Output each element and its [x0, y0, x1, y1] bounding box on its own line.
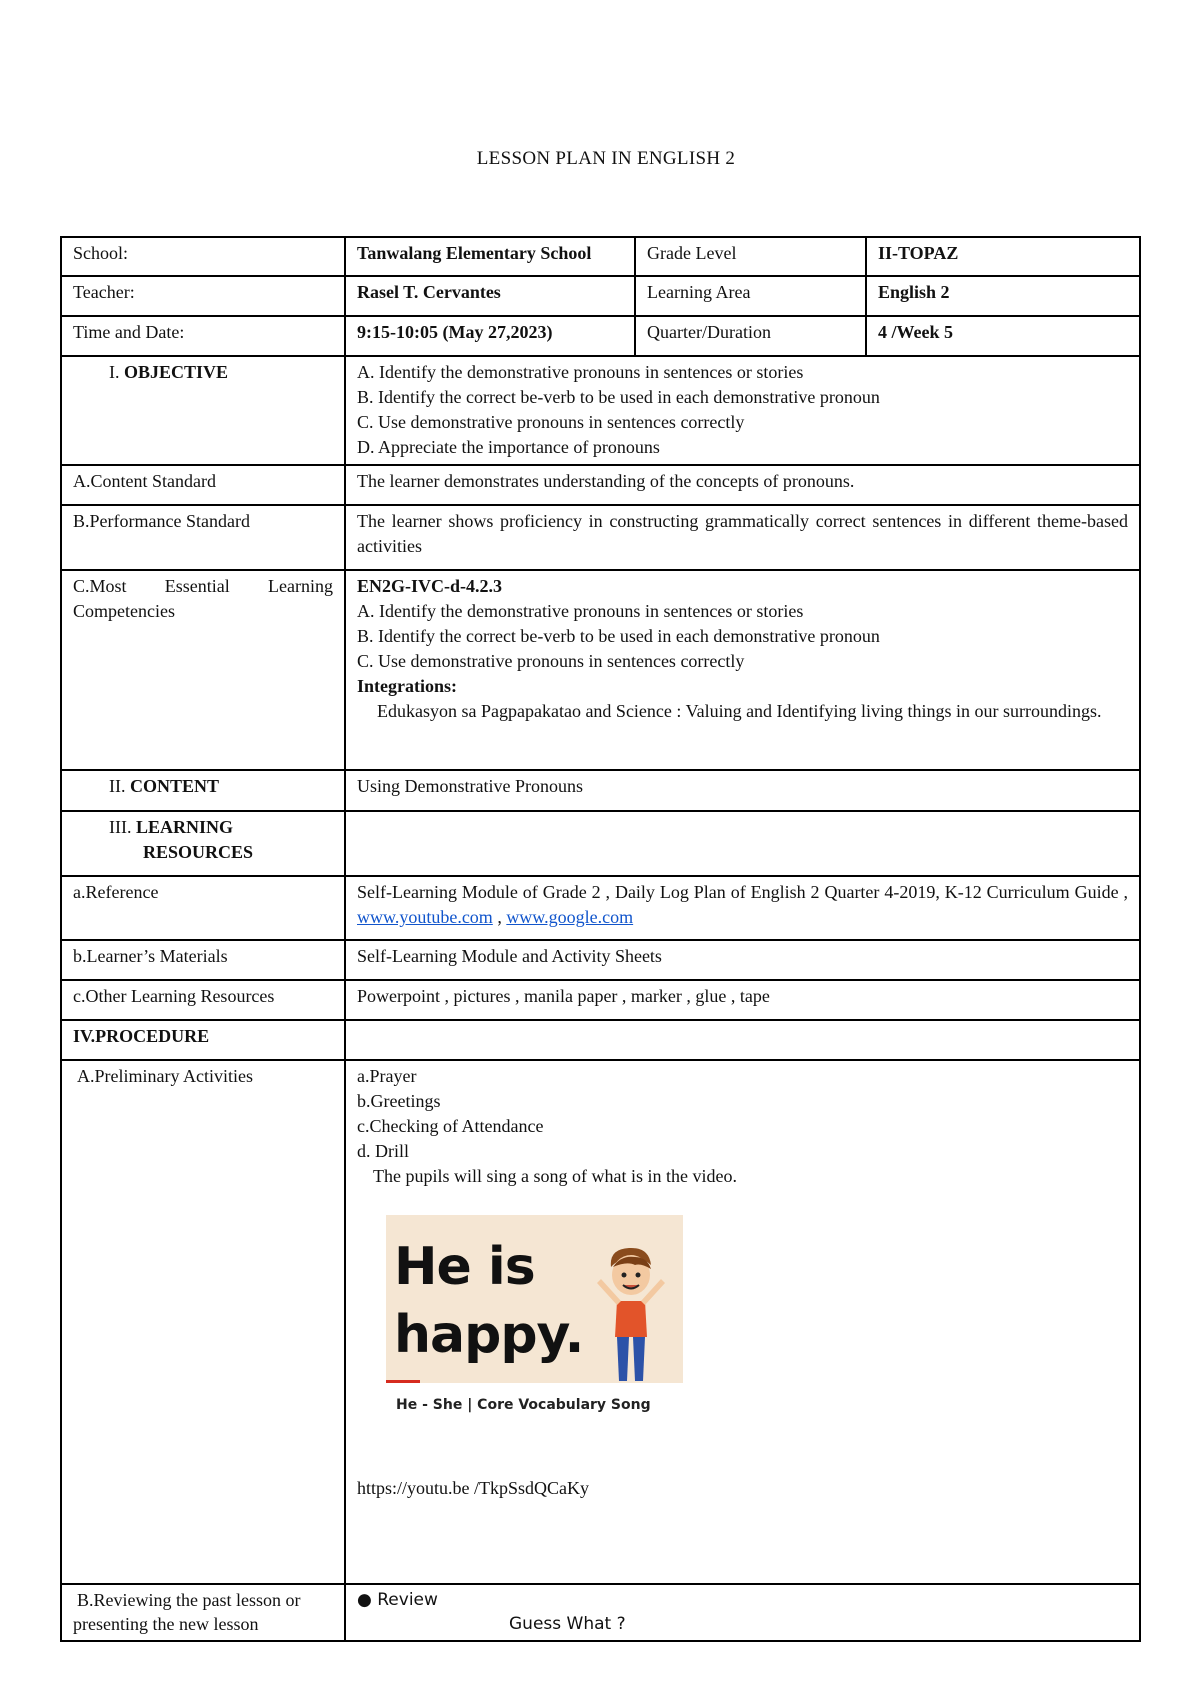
- procedure-row: [61, 1020, 1140, 1060]
- time-label: Time and Date:: [61, 316, 345, 356]
- teacher-label: Teacher:: [61, 276, 345, 316]
- page-title: LESSON PLAN IN ENGLISH 2: [476, 148, 736, 169]
- competencies-row: [61, 570, 1140, 770]
- content-label: CONTENT: [130, 776, 220, 796]
- school-row: [61, 237, 1140, 276]
- integrations-label: Integrations:: [357, 676, 457, 696]
- review-label: [61, 1584, 345, 1641]
- drill-text: The pupils will sing a song of what is in the video.: [373, 1166, 737, 1186]
- review-text: Review: [377, 1590, 438, 1610]
- learning-resources-empty: [345, 811, 1140, 876]
- thumbnail-line-2: happy.: [394, 1305, 584, 1365]
- grade-level-label: Grade Level: [635, 237, 866, 276]
- objective-prefix: I.: [109, 362, 120, 382]
- competencies-label: C.Most Essential Learning Competencies: [61, 570, 345, 770]
- objective-item: D. Appreciate the importance of pronouns: [357, 437, 660, 457]
- competency-item: A. Identify the demonstrative pronouns in sentences or stories: [357, 601, 804, 621]
- teacher-value: Rasel T. Cervantes: [345, 276, 635, 316]
- content-text: Using Demonstrative Pronouns: [345, 770, 1140, 811]
- review-line: [357, 1588, 1128, 1612]
- content-row: [61, 770, 1140, 811]
- objective-label: OBJECTIVE: [124, 362, 229, 382]
- video-url[interactable]: https://youtu.be /TkpSsdQCaKy: [357, 1478, 590, 1498]
- learning-resources-label-2: RESOURCES: [143, 842, 254, 862]
- cartoon-boy-illustration: [591, 1245, 671, 1383]
- procedure-empty: [345, 1020, 1140, 1060]
- learner-materials-row: [61, 940, 1140, 980]
- thumbnail-caption: He - She | Core Vocabulary Song: [396, 1397, 651, 1413]
- thumbnail-line-1: He is: [394, 1237, 535, 1297]
- content-standard-row: [61, 465, 1140, 505]
- objective-list: [345, 356, 1140, 465]
- review-label-text: B.Reviewing the past lesson or presenting the new lesson: [73, 1590, 301, 1634]
- teacher-row: [61, 276, 1140, 316]
- preliminary-item: d. Drill: [357, 1141, 409, 1161]
- content-heading: [61, 770, 345, 811]
- reference-label: a.Reference: [61, 876, 345, 940]
- reference-text: Self-Learning Module of Grade 2 , Daily Log Plan of English 2 Quarter 4-2019, K-12 Curriculum Guide ,: [357, 882, 1128, 902]
- reference-row: [61, 876, 1140, 940]
- grade-level-value: II-TOPAZ: [866, 237, 1140, 276]
- integrations-text: Edukasyon sa Pagpapakatao and Science : Valuing and Identifying living things in our surroundings.: [377, 701, 1102, 721]
- time-row: [61, 316, 1140, 356]
- guess-what-text: Guess What ?: [509, 1614, 626, 1634]
- competency-item: C. Use demonstrative pronouns in sentences correctly: [357, 651, 745, 671]
- learning-resources-label-1: LEARNING: [135, 817, 233, 837]
- review-cell: [345, 1584, 1140, 1641]
- learning-resources-row: [61, 811, 1140, 876]
- other-resources-row: [61, 980, 1140, 1020]
- lesson-plan-table: [60, 236, 1141, 1642]
- video-progress-bar: [386, 1380, 420, 1383]
- objective-item: A. Identify the demonstrative pronouns in sentences or stories: [357, 362, 804, 382]
- preliminary-item: b.Greetings: [357, 1091, 441, 1111]
- preliminary-label: [61, 1060, 345, 1584]
- learner-materials-text: Self-Learning Module and Activity Sheets: [345, 940, 1140, 980]
- performance-standard-row: [61, 505, 1140, 570]
- objective-item: C. Use demonstrative pronouns in sentences correctly: [357, 412, 745, 432]
- school-value: Tanwalang Elementary School: [345, 237, 635, 276]
- other-resources-text: Powerpoint , pictures , manila paper , marker , glue , tape: [345, 980, 1140, 1020]
- learning-area-value: English 2: [866, 276, 1140, 316]
- learning-area-label: Learning Area: [635, 276, 866, 316]
- reference-cell: [345, 876, 1140, 940]
- content-standard-label: A.Content Standard: [61, 465, 345, 505]
- time-value: 9:15-10:05 (May 27,2023): [345, 316, 635, 356]
- preliminary-item: a.Prayer: [357, 1066, 417, 1086]
- content-standard-text: The learner demonstrates understanding of the concepts of pronouns.: [345, 465, 1140, 505]
- thumbnail-text: [394, 1233, 583, 1369]
- competency-code: EN2G-IVC-d-4.2.3: [357, 576, 503, 596]
- learning-resources-prefix: III.: [109, 817, 132, 837]
- content-prefix: II.: [109, 776, 126, 796]
- procedure-label: IV.PROCEDURE: [61, 1020, 345, 1060]
- objective-row: [61, 356, 1140, 465]
- preliminary-row: [61, 1060, 1140, 1584]
- performance-standard-label: B.Performance Standard: [61, 505, 345, 570]
- bullet-icon: ●: [357, 1590, 372, 1610]
- competencies-cell: [345, 570, 1140, 770]
- learning-resources-heading: [61, 811, 345, 876]
- preliminary-label-text: A.Preliminary Activities: [77, 1066, 253, 1086]
- preliminary-cell: [345, 1060, 1140, 1584]
- objective-heading: [61, 356, 345, 465]
- competency-item: B. Identify the correct be-verb to be used in each demonstrative pronoun: [357, 626, 880, 646]
- review-row: [61, 1584, 1140, 1641]
- quarter-value: 4 /Week 5: [866, 316, 1140, 356]
- performance-standard-text: The learner shows proficiency in constructing grammatically correct sentences in different theme-based activities: [345, 505, 1140, 570]
- preliminary-item: c.Checking of Attendance: [357, 1116, 544, 1136]
- youtube-link[interactable]: www.youtube.com: [357, 907, 493, 927]
- learner-materials-label: b.Learner’s Materials: [61, 940, 345, 980]
- objective-item: B. Identify the correct be-verb to be used in each demonstrative pronoun: [357, 387, 880, 407]
- video-thumbnail[interactable]: [386, 1215, 683, 1383]
- reference-separator: ,: [497, 907, 502, 927]
- other-resources-label: c.Other Learning Resources: [61, 980, 345, 1020]
- quarter-label: Quarter/Duration: [635, 316, 866, 356]
- google-link[interactable]: www.google.com: [506, 907, 634, 927]
- school-label: School:: [61, 237, 345, 276]
